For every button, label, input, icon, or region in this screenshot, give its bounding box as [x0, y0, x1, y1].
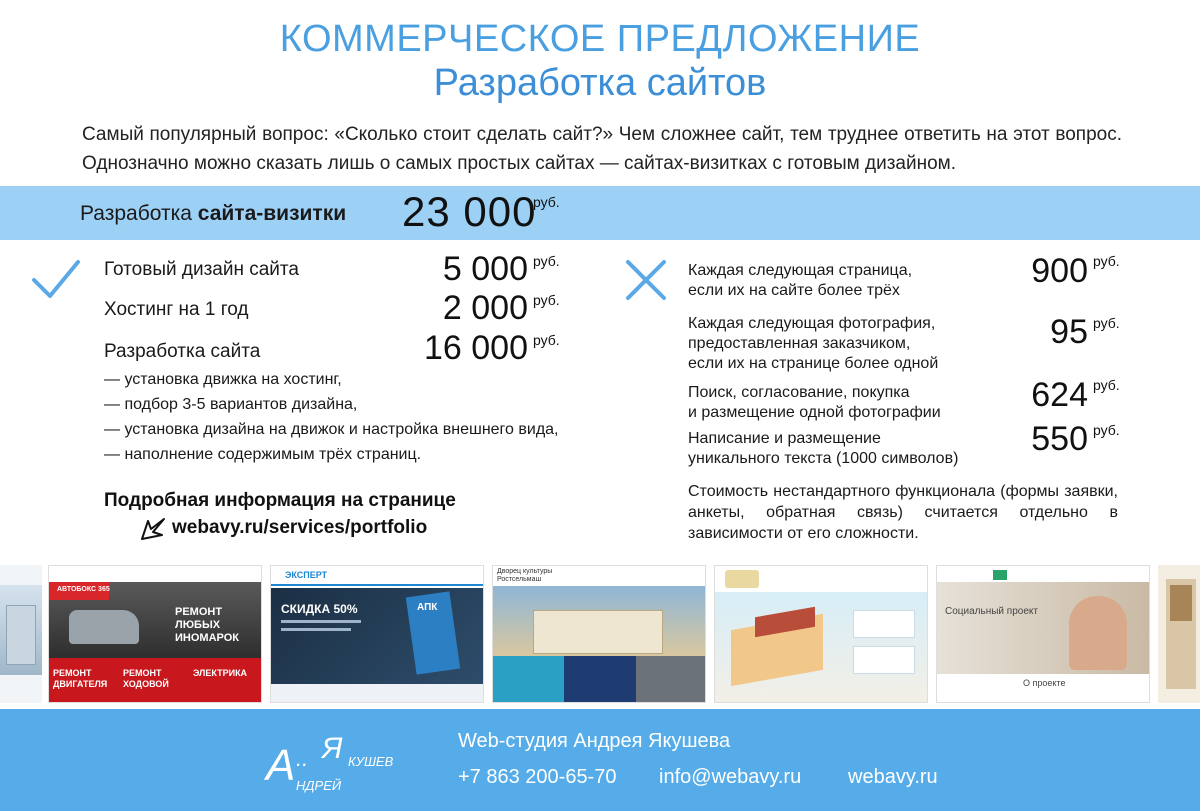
shot-brand: АВТОБОКС 365 — [57, 586, 110, 593]
extra-line: если их на странице более одной — [688, 355, 939, 372]
band-label — [80, 202, 346, 226]
shot-tile: РЕМОНТ ХОДОВОЙ — [123, 668, 169, 689]
shot-brand: ЭКСПЕРТ — [285, 570, 328, 580]
portfolio-shot[interactable] — [1158, 565, 1200, 703]
included-item-hosting: Хостинг на 1 год — [104, 299, 249, 320]
extra-unit-photos: руб. — [1093, 315, 1120, 331]
extra-item-stock-photo — [688, 383, 941, 423]
svg-text:КУШЕВ: КУШЕВ — [348, 754, 394, 769]
cross-icon — [622, 256, 670, 304]
extra-line: Поиск, согласование, покупка — [688, 384, 910, 401]
checkmark-icon — [30, 256, 82, 302]
shot-heading: Социальный проект — [945, 606, 1038, 617]
footer-email[interactable]: info@webavy.ru — [659, 766, 802, 788]
shot-badge: АПК — [417, 602, 438, 613]
included-item-design: Готовый дизайн сайта — [104, 259, 299, 280]
included-unit-design: руб. — [533, 253, 560, 269]
shot-tile: ЭЛЕКТРИКА — [193, 668, 248, 678]
extra-price-pages: 900 — [1031, 252, 1088, 290]
included-unit-development: руб. — [533, 332, 560, 348]
footer-phone[interactable]: +7 863 200-65-70 — [458, 766, 617, 788]
svg-text:НДРЕЙ: НДРЕЙ — [296, 778, 342, 793]
shot-heading: Дворец культуры Ростсельмаш — [497, 568, 553, 583]
intro-paragraph: Самый популярный вопрос: «Сколько стоит сделать сайт?» Чем сложнее сайт, тем труднее ответить на этот вопрос. Однозначно можно сказать лишь о самых простых сайтах — сайтах-визитках с готовым дизайном. — [82, 124, 1122, 174]
shot-heading: РЕМОНТ ЛЮБЫХ ИНОМАРОК — [175, 606, 239, 644]
extra-line: уникального текста (1000 символов) — [688, 450, 959, 467]
portfolio-shot[interactable] — [936, 565, 1150, 703]
band-label-prefix: Разработка — [80, 202, 198, 225]
studio-logo — [262, 722, 412, 802]
custom-functionality-note: Стоимость нестандартного функционала (формы заявки, анкеты, обратная связь) считается отдельно в зависимости от его сложности. — [688, 483, 1118, 542]
portfolio-shot[interactable] — [48, 565, 262, 703]
extra-line: предоставленная заказчиком, — [688, 335, 911, 352]
portfolio-shot[interactable] — [0, 565, 42, 703]
portfolio-shot[interactable] — [714, 565, 928, 703]
svg-text:..: .. — [296, 746, 309, 771]
detail-item: — подбор 3-5 вариантов дизайна, — [104, 396, 358, 413]
portfolio-shot[interactable] — [270, 565, 484, 703]
extra-unit-pages: руб. — [1093, 253, 1120, 269]
detail-item: — наполнение содержимым трёх страниц. — [104, 446, 422, 463]
extra-line: Написание и размещение — [688, 430, 881, 447]
extra-line: Каждая следующая страница, — [688, 262, 913, 279]
portfolio-gallery — [0, 565, 1200, 703]
extra-price-text: 550 — [1031, 420, 1088, 458]
extra-price-stock-photo: 624 — [1031, 376, 1088, 414]
extra-item-photos — [688, 314, 938, 374]
detail-item: — установка движка на хостинг, — [104, 371, 342, 388]
included-item-development: Разработка сайта — [104, 341, 261, 362]
page-title: КОММЕРЧЕСКОЕ ПРЕДЛОЖЕНИЕ — [279, 18, 921, 60]
footer — [0, 709, 1200, 811]
cursor-icon — [138, 515, 168, 543]
extra-line: и размещение одной фотографии — [688, 404, 941, 421]
detail-item: — установка дизайна на движок и настройка внешнего вида, — [104, 421, 559, 438]
portfolio-shot[interactable] — [492, 565, 706, 703]
band-price: 23 000 — [402, 188, 537, 235]
page-subtitle: Разработка сайтов — [433, 62, 767, 104]
svg-text:А: А — [266, 741, 296, 790]
extra-price-photos: 95 — [1050, 313, 1088, 351]
band-price-unit: руб. — [533, 194, 560, 210]
studio-name: Web-студия Андрея Якушева — [458, 730, 731, 752]
included-unit-hosting: руб. — [533, 292, 560, 308]
svg-text:Я: Я — [322, 732, 343, 765]
extra-unit-stock-photo: руб. — [1093, 377, 1120, 393]
extra-line: если их на сайте более трёх — [688, 282, 900, 299]
extra-line: Каждая следующая фотография, — [688, 315, 936, 332]
included-price-design: 5 000 — [442, 250, 528, 288]
extra-item-text — [688, 429, 958, 469]
extra-item-pages — [688, 261, 912, 301]
included-price-hosting: 2 000 — [442, 289, 528, 327]
portfolio-link[interactable]: webavy.ru/services/portfolio — [172, 517, 428, 538]
included-price-development: 16 000 — [424, 329, 528, 367]
footer-website[interactable]: webavy.ru — [848, 766, 938, 788]
band-label-bold: сайта-визитки — [197, 202, 347, 225]
shot-subheading: О проекте — [1023, 678, 1066, 688]
more-info-title: Подробная информация на странице — [104, 490, 456, 511]
extra-unit-text: руб. — [1093, 422, 1120, 438]
shot-heading: СКИДКА 50% — [281, 602, 358, 616]
shot-tile: РЕМОНТ ДВИГАТЕЛЯ — [53, 668, 108, 689]
